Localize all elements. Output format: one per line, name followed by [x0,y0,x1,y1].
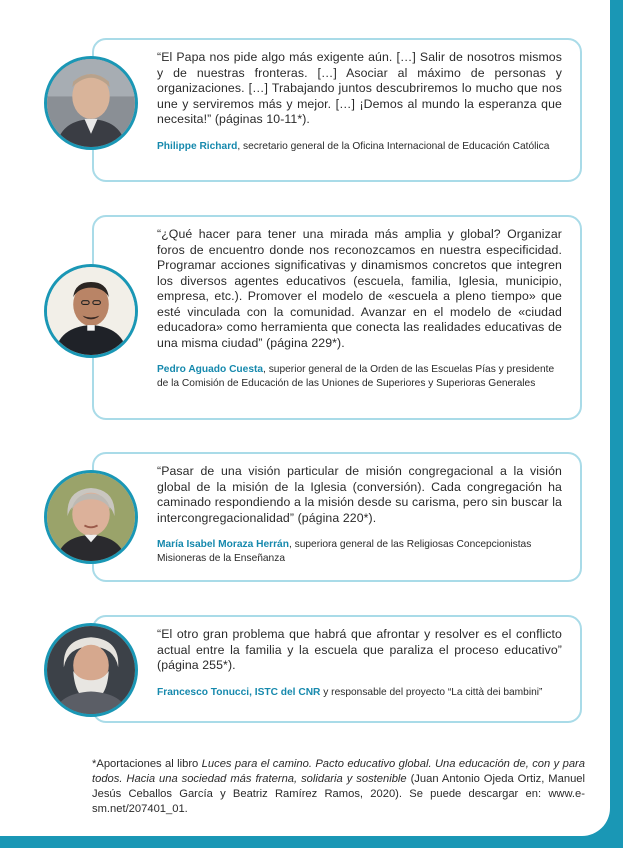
quote-body [157,227,562,391]
quote-body [157,627,562,700]
author-name: Philippe Richard [157,140,238,152]
footnote-suffix: (Juan Antonio Ojeda Ortiz, Manuel Jesús Ceballos García y Beatriz Ramírez Ramos, 2020). Se puede descargar en: www.e-sm.net/207401_01. [92,773,585,815]
footnote-book-title: Luces para el camino. Pacto educativo global. Una educación de, con y para todos. Hacia una sociedad más fraterna, solidaria y sostenible [92,758,586,785]
quote-text: “¿Qué hacer para tener una mirada más amplia y global? Organizar foros de encuentro donde nos reconozcamos en nuestra especificidad. Programar acciones significativas y dinamismos concretos que integren los diversos agentes educativos (escuela, familia, Iglesia, municipio, empresa, etc.). Promover el modelo de «escuela a pleno tiempo» que esté vinculada con la comunidad. Avanzar en el modelo de «ciudad educadora» como herramienta que conecta las realidades educativas de una misma ciudad” (página 229*). [157,227,562,350]
quote-text: “Pasar de una visión particular de misión congregacional a la visión global de la misión de la Iglesia (conversión). Cada congregación ha caminado respondiendo a la misión desde su carisma, pero sin buscar la intercongregacionalidad” (página 220*). [157,464,562,525]
author-role: , secretario general de la Oficina Internacional de Educación Católica [237,140,550,152]
quote-card [92,215,582,420]
quote-text: “El otro gran problema que habrá que afrontar y resolver es el conflicto actual entre la familia y la escuela que paraliza el proceso educativo” (página 255*). [157,627,562,672]
quote-body [157,50,562,154]
footnote-prefix: *Aportaciones al libro [92,758,202,770]
avatar-francesco-tonucci [44,623,138,717]
quote-text: “El Papa nos pide algo más exigente aún. […] Salir de nosotros mismos y de nuestras fronteras. […] Asociar al máximo de personas y organizaciones. […] Trabajando juntos descubriremos lo mucho que nos une y serviremos más y mejor. […] ¡Demos al mundo la esperanza que necesita!” (páginas 10-11*). [157,50,562,126]
quote-attribution [157,140,562,154]
quote-attribution [157,686,562,700]
quote-body [157,464,562,566]
quote-card [92,452,582,582]
portrait-image [47,267,135,355]
avatar-maria-isabel-moraza [44,470,138,564]
portrait-image [47,626,135,714]
author-role: y responsable del proyecto “La città dei bambini” [320,686,543,698]
author-role: , superiora general de las Religiosas Concepcionistas Misioneras de la Enseñanza [157,539,532,564]
avatar-pedro-aguado [44,264,138,358]
quote-card [92,615,582,723]
author-name: Pedro Aguado Cuesta [157,364,264,375]
avatar-philippe-richard [44,56,138,150]
author-name: María Isabel Moraza Herrán [157,539,289,550]
author-name: Francesco Tonucci, ISTC del CNR [157,686,321,698]
portrait-image [47,473,135,561]
portrait-image [47,59,135,147]
quote-attribution [157,538,562,566]
quote-attribution [157,363,562,391]
footnote [92,757,585,817]
quote-card [92,38,582,182]
author-role: , superior general de la Orden de las Escuelas Pías y presidente de la Comisión de Educación de las Uniones de Superiores y Superioras Generales [157,364,555,389]
